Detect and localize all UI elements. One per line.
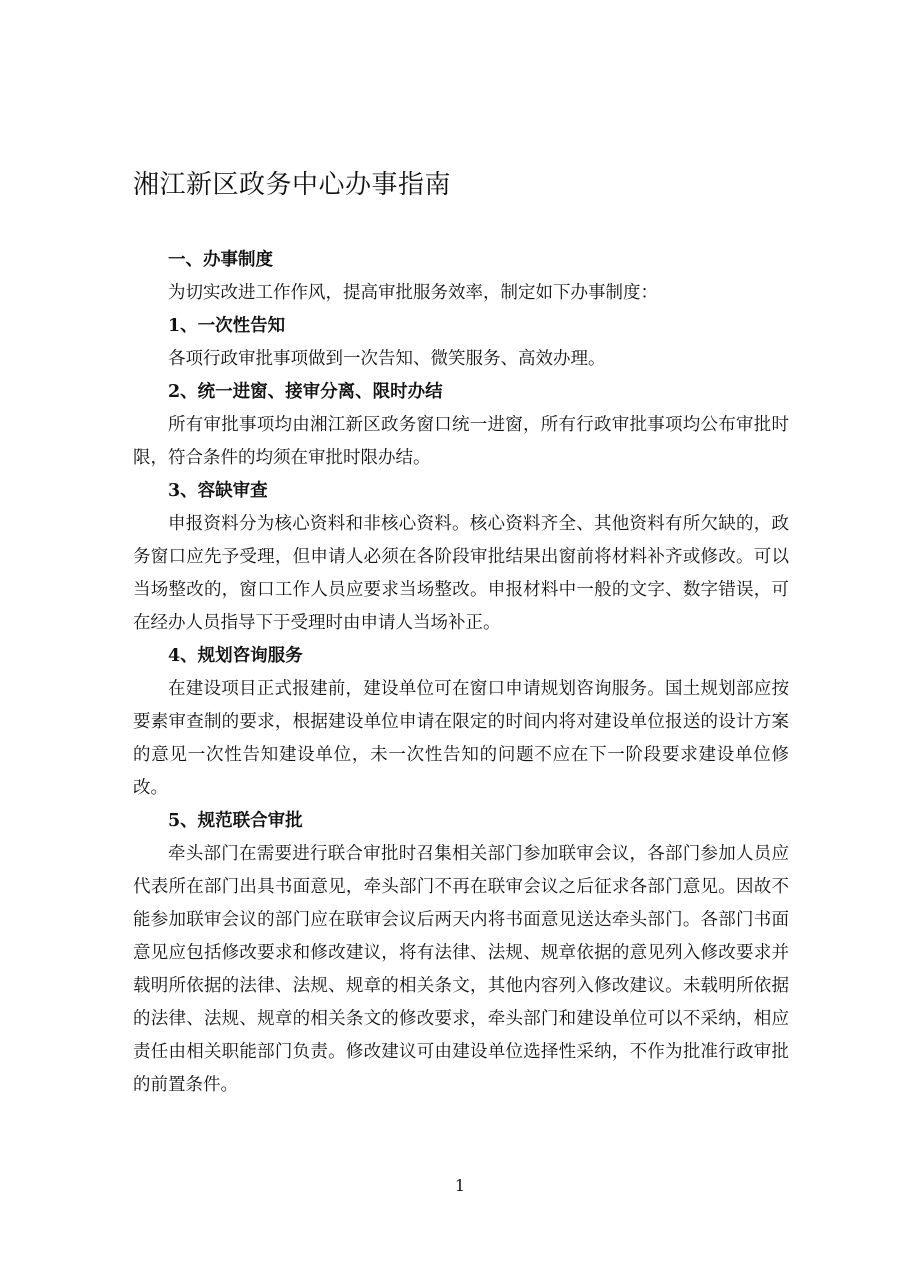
item-heading: 2、统一进窗、接审分离、限时办结 xyxy=(168,382,443,402)
intro-paragraph: 为切实改进工作作风，提高审批服务效率，制定如下办事制度： xyxy=(168,283,658,303)
item-heading: 4、规划咨询服务 xyxy=(168,646,303,666)
item-paragraph: 在建设项目正式报建前，建设单位可在窗口申请规划咨询服务。国土规划部应按要素审查制的要求，根据建设单位申请在限定的时间内将对建设单位报送的设计方案的意见一次性告知建设单位，未一次性告知的问题不应在下一阶段要求建设单位修改。 xyxy=(133,679,789,798)
document-body xyxy=(133,244,789,1102)
item-heading: 3、容缺审查 xyxy=(168,481,268,501)
item-paragraph: 牵头部门在需要进行联合审批时召集相关部门参加联审会议，各部门参加人员应代表所在部门出具书面意见，牵头部门不再在联审会议之后征求各部门意见。因故不能参加联审会议的部门应在联审会议后两天内将书面意见送达牵头部门。各部门书面意见应包括修改要求和修改建议，将有法律、法规、规章依据的意见列入修改要求并载明所依据的法律、法规、规章的相关条文，其他内容列入修改建议。未载明所依据的法律、法规、规章的相关条文的修改要求，牵头部门和建设单位可以不采纳，相应责任由相关职能部门负责。修改建议可由建设单位选择性采纳，不作为批准行政审批的前置条件。 xyxy=(133,844,789,1095)
item-paragraph: 所有审批事项均由湘江新区政务窗口统一进窗，所有行政审批事项均公布审批时限，符合条件的均须在审批时限办结。 xyxy=(133,415,789,468)
section-heading: 一、办事制度 xyxy=(168,250,273,270)
page-number: 1 xyxy=(454,1176,466,1195)
item-heading: 1、一次性告知 xyxy=(168,316,286,336)
item-paragraph: 申报资料分为核心资料和非核心资料。核心资料齐全、其他资料有所欠缺的，政务窗口应先予受理，但申请人必须在各阶段审批结果出窗前将材料补齐或修改。可以当场整改的，窗口工作人员应要求当场整改。申报材料中一般的文字、数字错误，可在经办人员指导下于受理时由申请人当场补正。 xyxy=(133,514,789,633)
item-heading: 5、规范联合审批 xyxy=(168,811,303,831)
item-paragraph: 各项行政审批事项做到一次告知、微笑服务、高效办理。 xyxy=(168,349,606,369)
page-title: 湘江新区政务中心办事指南 xyxy=(133,170,452,200)
